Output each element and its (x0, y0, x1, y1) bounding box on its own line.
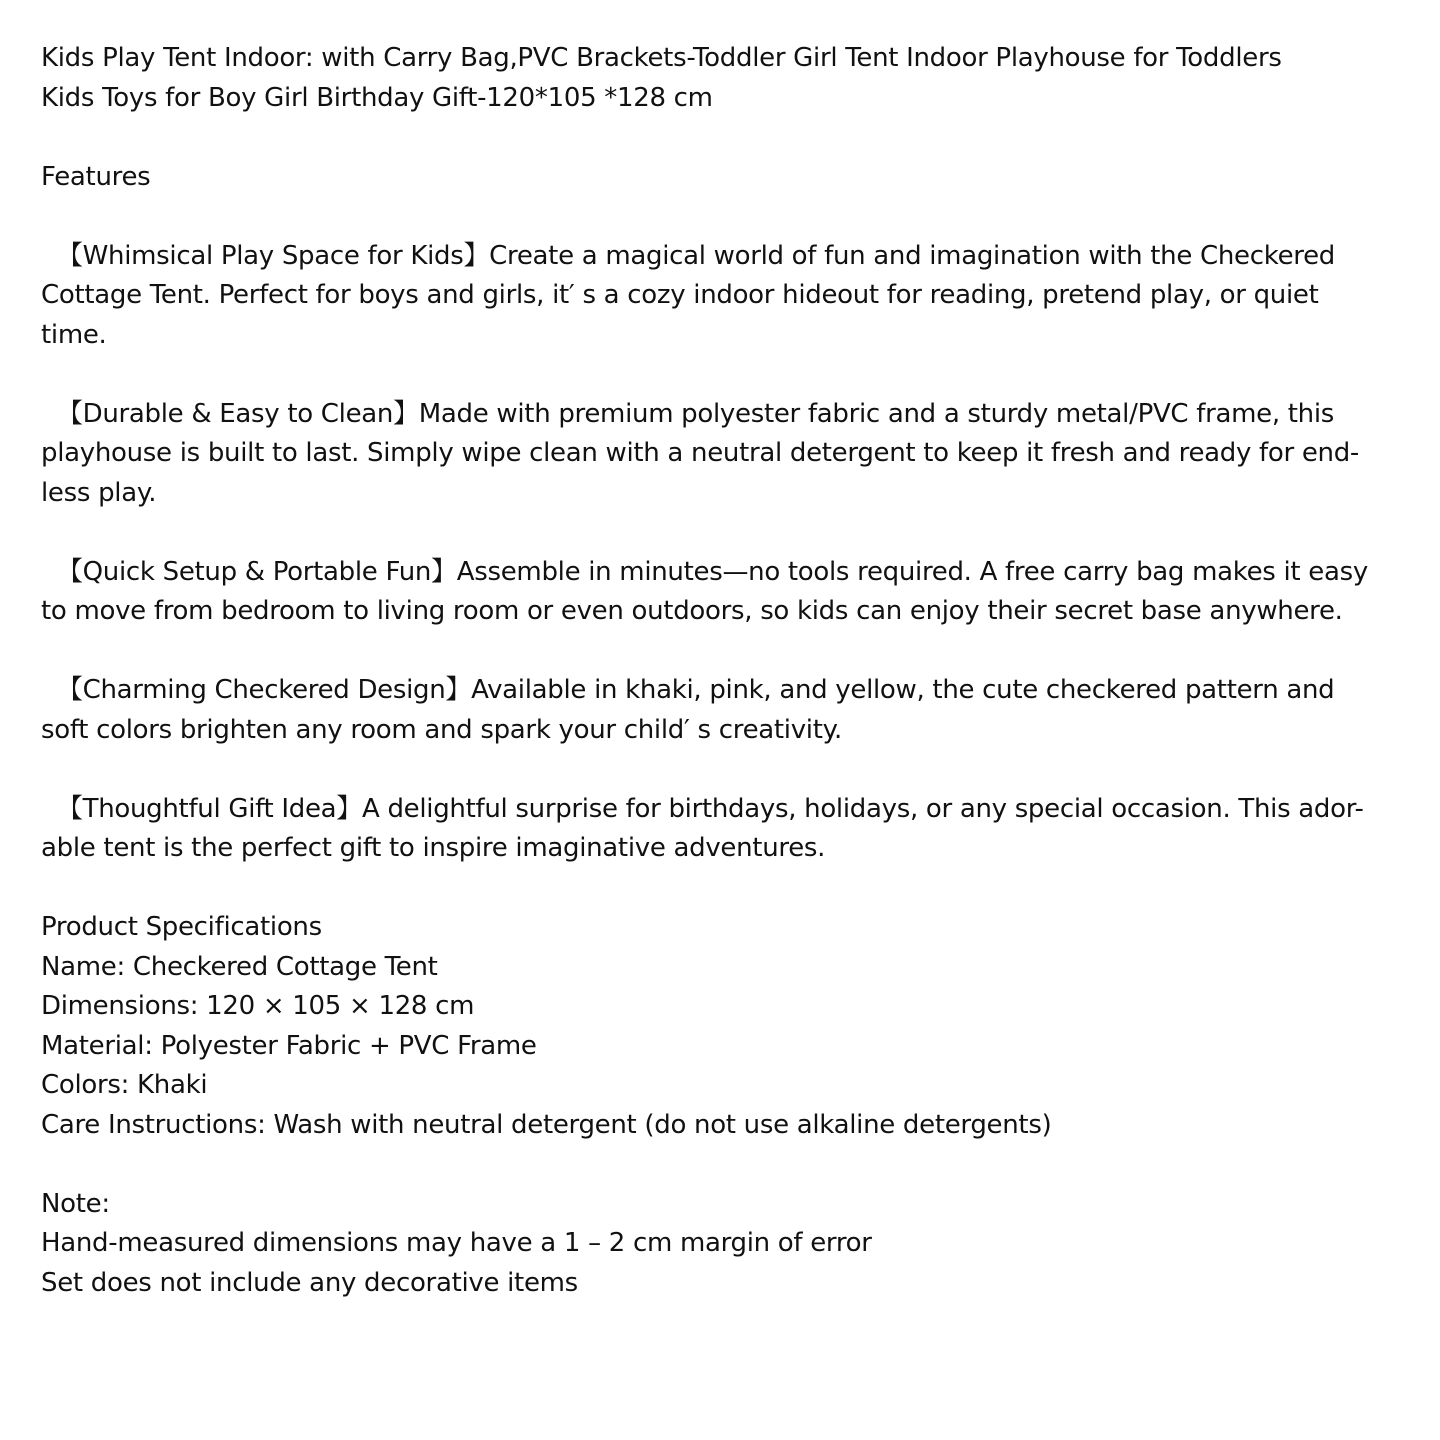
feature-play-space (41, 237, 1381, 356)
feature-line: able tent is the perfect gift to inspire imaginative adventures. (41, 833, 826, 863)
product-note (41, 1185, 1381, 1304)
feature-line: playhouse is built to last. Simply wipe clean with a neutral detergent to keep it fresh and ready for end- (41, 438, 1360, 468)
product-title-line-1: Kids Play Tent Indoor: with Carry Bag,PVC Brackets-Toddler Girl Tent Indoor Playhouse for Toddlers (41, 43, 1282, 73)
product-title (41, 39, 1381, 118)
feature-line: Cottage Tent. Perfect for boys and girls, it′ s a cozy indoor hideout for reading, pretend play, or quiet (41, 280, 1319, 310)
feature-line: less play. (41, 477, 157, 508)
feature-line: 【Whimsical Play Space for Kids】Create a magical world of fun and imagination with the Checkered (41, 240, 1335, 271)
spec-colors: Colors: Khaki (41, 1070, 208, 1100)
feature-durable (41, 395, 1381, 514)
feature-line: 【Thoughtful Gift Idea】A delightful surprise for birthdays, holidays, or any special occasion. This ador- (41, 793, 1364, 824)
features-heading-text: Features (41, 161, 151, 192)
product-specifications (41, 908, 1381, 1145)
spec-care: Care Instructions: Wash with neutral detergent (do not use alkaline detergents) (41, 1109, 1052, 1140)
product-description (41, 39, 1381, 1303)
feature-line: time. (41, 319, 107, 350)
feature-line: 【Charming Checkered Design】Available in khaki, pink, and yellow, the cute checkered pattern and (41, 675, 1335, 705)
feature-checkered-design (41, 671, 1381, 750)
product-title-line-2: Kids Toys for Boy Girl Birthday Gift-120*105 *128 cm (41, 82, 713, 113)
feature-quick-setup (41, 553, 1381, 632)
note-heading: Note: (41, 1188, 110, 1219)
feature-gift-idea (41, 790, 1381, 869)
spec-material: Material: Polyester Fabric + PVC Frame (41, 1030, 537, 1061)
features-heading (41, 158, 1381, 198)
feature-line: 【Quick Setup & Portable Fun】Assemble in minutes—no tools required. A free carry bag makes it easy (41, 556, 1368, 587)
spec-name: Name: Checkered Cottage Tent (41, 951, 438, 982)
feature-line: 【Durable & Easy to Clean】Made with premium polyester fabric and a sturdy metal/PVC frame, this (41, 398, 1335, 429)
note-line-2: Set does not include any decorative items (41, 1267, 578, 1298)
feature-line: soft colors brighten any room and spark your child′ s creativity. (41, 714, 842, 745)
specs-heading: Product Specifications (41, 912, 322, 942)
note-line-1: Hand-measured dimensions may have a 1 – 2 cm margin of error (41, 1228, 872, 1258)
spec-dimensions: Dimensions: 120 × 105 × 128 cm (41, 991, 475, 1021)
feature-line: to move from bedroom to living room or even outdoors, so kids can enjoy their secret base anywhere. (41, 596, 1343, 626)
